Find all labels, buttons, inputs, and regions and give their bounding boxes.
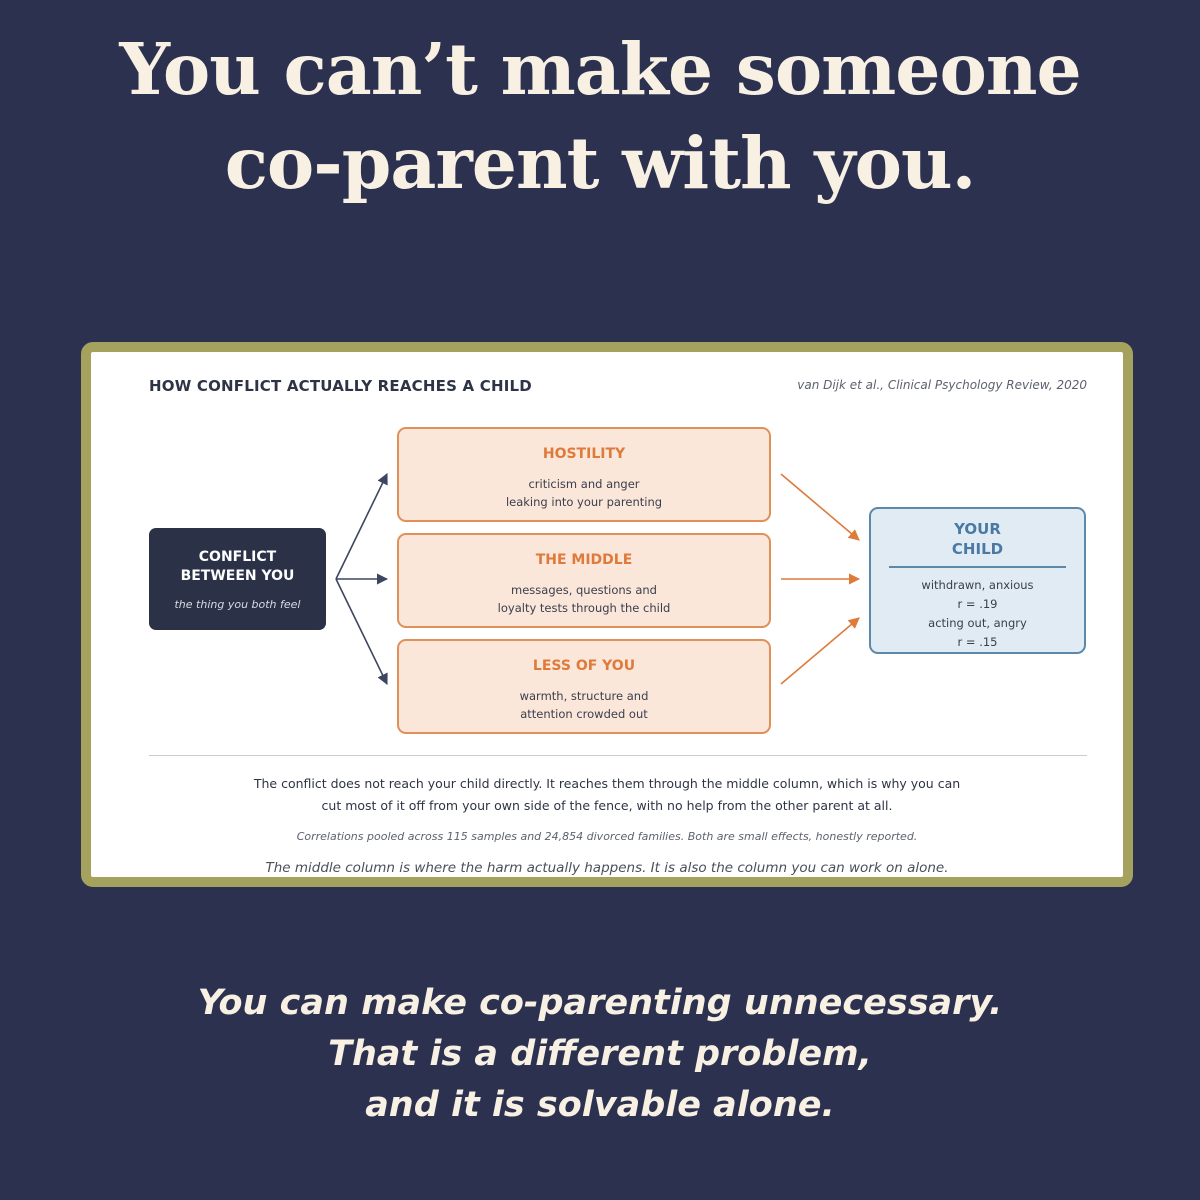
- pathway-the-middle: [397, 533, 771, 628]
- pathway-description-line: warmth, structure and: [519, 689, 649, 703]
- conflict-source-title-line-2: BETWEEN YOU: [180, 568, 295, 584]
- diagram-citation: van Dijk et al., Clinical Psychology Review, 2020: [797, 378, 1087, 392]
- diagram-divider: [149, 755, 1087, 756]
- outcome-acting-out-correlation: r = .15: [957, 635, 998, 649]
- pathway-description-line: attention crowded out: [520, 707, 648, 721]
- conflict-source-subtitle: the thing you both feel: [174, 598, 301, 611]
- pathway-description-line: messages, questions and: [511, 583, 657, 597]
- diagram-explanation: [131, 773, 1083, 817]
- pathway-title: LESS OF YOU: [532, 658, 636, 674]
- your-child-title-line-1: YOUR: [954, 520, 1001, 538]
- your-child-divider: [889, 566, 1066, 568]
- pathway-description: [399, 475, 769, 511]
- pathway-title: THE MIDDLE: [535, 552, 633, 568]
- pathway-less-of-you: [397, 639, 771, 734]
- outcome-withdrawn-label: withdrawn, anxious: [921, 578, 1034, 592]
- outcome-acting-out-label: acting out, angry: [928, 616, 1027, 630]
- headline-line-1: You can’t make someone: [119, 27, 1081, 111]
- diagram-explanation-line-2: cut most of it off from your own side of the fence, with no help from the other parent at all.: [321, 798, 893, 813]
- headline: [0, 22, 1200, 210]
- bottom-message-line-3: and it is solvable alone.: [365, 1085, 835, 1125]
- arrow-to-hostility: [336, 474, 387, 579]
- bottom-message-line-2: That is a different problem,: [328, 1034, 872, 1074]
- diagram-explanation-line-1: The conflict does not reach your child directly. It reaches them through the middle column, which is why you can: [253, 776, 961, 791]
- pathway-hostility: [397, 427, 771, 522]
- outcome-withdrawn-correlation: r = .19: [957, 597, 998, 611]
- arrow-to-less-of-you: [336, 579, 387, 684]
- diagram-card: [81, 342, 1133, 887]
- your-child-title-line-2: CHILD: [951, 540, 1004, 558]
- pathway-description-line: criticism and anger: [528, 477, 640, 491]
- your-child-box: [869, 507, 1086, 654]
- pathway-description: [399, 581, 769, 617]
- bottom-message-line-1: You can make co-parenting unnecessary.: [197, 983, 1003, 1023]
- pathway-description-line: leaking into your parenting: [505, 495, 663, 509]
- arrow-hostility-to-child: [781, 474, 859, 540]
- your-child-title: [871, 519, 1084, 559]
- conflict-source-title-line-1: CONFLICT: [198, 549, 277, 565]
- diagram-closing-line: The middle column is where the harm actually happens. It is also the column you can work on alone.: [265, 860, 949, 876]
- conflict-source-title: [149, 548, 326, 586]
- headline-line-2: co-parent with you.: [224, 121, 976, 205]
- diagram-footnote: Correlations pooled across 115 samples and 24,854 divorced families. Both are small effects, honestly reported.: [296, 830, 918, 843]
- pathway-title: HOSTILITY: [542, 446, 626, 462]
- pathway-description-line: loyalty tests through the child: [497, 601, 671, 615]
- diagram-title: HOW CONFLICT ACTUALLY REACHES A CHILD: [149, 377, 532, 395]
- bottom-message: [0, 978, 1200, 1131]
- arrow-less-of-you-to-child: [781, 618, 859, 684]
- pathway-description: [399, 687, 769, 723]
- conflict-source-box: [149, 528, 326, 630]
